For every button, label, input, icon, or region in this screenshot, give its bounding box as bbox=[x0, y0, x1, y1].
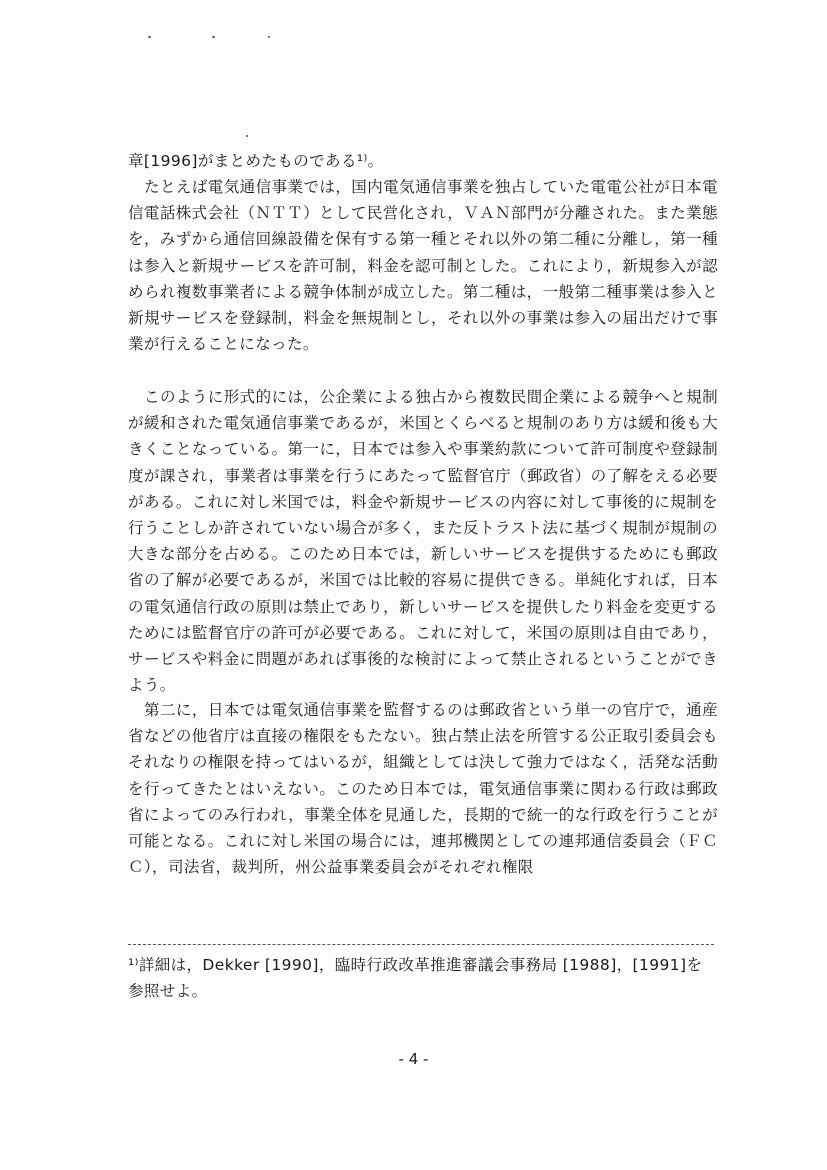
paragraph-regulatory-agencies: 第二に，日本では電気通信事業を監督するのは郵政省という単一の官庁で，通産省などの他省庁は直接の権限をもたない。独占禁止法を所管する公正取引委員会もそれなりの権限を持ってはいるが，組織としては決して強力ではなく，活発な活動を行ってきたとはいえない。このため日本では，電気通信事業に関わる行政は郵政省によってのみ行われ，事業全体を見通した，長期的で統一的な行政を行うことが可能となる。これに対し米国の場合には，連邦機関としての連邦通信委員会（ＦＣＣ），司法省，裁判所，州公益事業委員会がそれぞれ権限 bbox=[128, 701, 718, 877]
footnote: ¹⁾詳細は，Dekker [1990]，臨時行政改革推進審議会事務局 [1988]，[1991]を参照せよ。 bbox=[128, 956, 703, 1000]
scan-speck bbox=[148, 36, 151, 38]
paragraph-telecom-reform: たとえば電気通信事業では，国内電気通信事業を独占していた電電公社が日本電信電話株式会社（ＮＴＴ）として民営化され，ＶＡＮ部門が分離された。また業態を，みずから通信回線設備を保有する第一種とそれ以外の第二種に分離し，第一種は参入と新規サービスを許可制，料金を認可制とした。これにより，新規参入が認められ複数事業者による競争体制が成立した。第二種は，一般第二種事業は参入と新規サービスを登録制，料金を無規制とし，それ以外の事業は参入の届出だけで事業が行えることになった。 bbox=[128, 178, 718, 354]
scan-speck bbox=[212, 36, 215, 38]
paragraph-continued: 章[1996]がまとめたものである¹⁾。 bbox=[128, 152, 384, 170]
footnote-separator bbox=[128, 944, 714, 945]
paragraph-us-comparison: このように形式的には，公企業による独占から複数民間企業による競争へと規制が緩和された電気通信事業であるが，米国とくらべると規制のあり方は緩和後も大きくことなっている。第一に，日本では参入や事業約款について許可制度や登録制度が課され，事業者は事業を行うにあたって監督官庁（郵政省）の了解をえる必要がある。これに対し米国では，料金や新規サービスの内容に対して事後的に規制を行うことしか許されていない場合が多く，また反トラスト法に基づく規制が規制の大きな部分を占める。このため日本では，新しいサービスを提供するためにも郵政省の了解が必要であるが，米国では比較的容易に提供できる。単純化すれば，日本の電気通信行政の原則は禁止であり，新しいサービスを提供したり料金を変更するためには監督官庁の許可が必要である。これに対して，米国の原則は自由であり，サービスや料金に問題があれば事後的な検討によって禁止されるということができよう。 bbox=[128, 388, 718, 695]
page-number: - 4 - bbox=[398, 1050, 429, 1068]
scan-speck bbox=[246, 135, 248, 137]
scan-speck bbox=[268, 36, 270, 38]
